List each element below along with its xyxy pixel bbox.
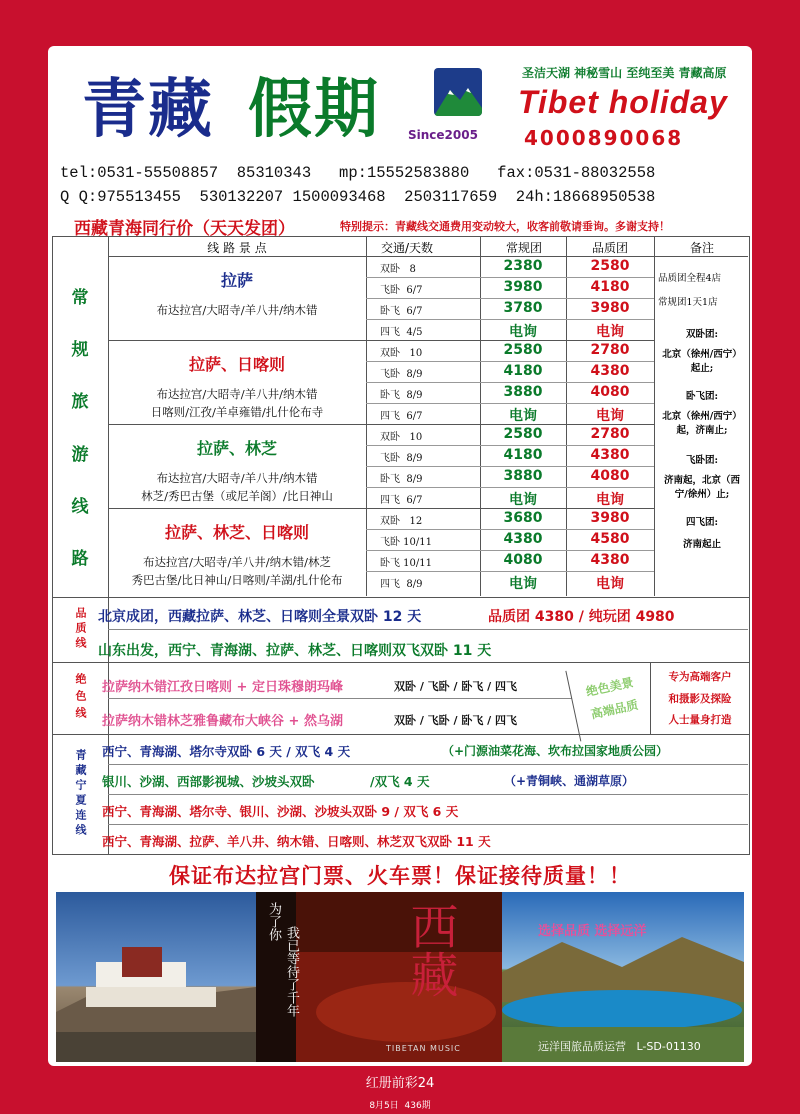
regular-price: 4380 (503, 531, 543, 547)
unique-row-2: 拉萨纳木错林芝雅鲁藏布大峡谷 + 然乌湖 (102, 714, 343, 729)
remark: 飞卧团: (685, 455, 718, 466)
premium-price: 2580 (590, 258, 630, 274)
transport-days: 四飞 6/7 (380, 495, 423, 506)
route-spots: 布达拉宫/大昭寺/羊八井/纳木错 (156, 303, 318, 317)
stamp-text-2: 高端品质 (589, 697, 640, 722)
transport-days: 飞卧 10/11 (380, 537, 432, 548)
unique-row-1: 拉萨纳木错江孜日喀则 + 定日珠穆朗玛峰 (102, 680, 343, 695)
regular-price: 3880 (503, 384, 543, 400)
side-text-2: 和摄影及探险 (668, 692, 732, 705)
transport-days: 四飞 4/5 (380, 327, 423, 338)
unique-side-text (650, 662, 749, 734)
premium-line-label-text: 品质线 (74, 606, 87, 652)
route-group-divider (108, 508, 654, 509)
regular-price: 3980 (503, 279, 543, 295)
route-spots: 林芝/秀巴古堡（或尼羊阁）/比日神山 (141, 489, 333, 503)
regular-price: 电询 (509, 492, 537, 508)
unique-line-label-text: 绝色线 (74, 672, 87, 724)
price-row-divider (366, 445, 654, 446)
regular-price: 2580 (503, 426, 543, 442)
transport-days: 飞卧 6/7 (380, 285, 423, 296)
route-group-divider (108, 340, 654, 341)
price-row-divider (366, 403, 654, 404)
premium-price: 电询 (596, 408, 624, 424)
regular-price: 2380 (503, 258, 543, 274)
right-photo-slogan: 选择品质 选择远洋 (538, 924, 647, 939)
regular-price: 4080 (503, 552, 543, 568)
premium-price: 电询 (596, 576, 624, 592)
route-spots: 布达拉宫/大昭寺/羊八井/纳木错 (156, 387, 318, 401)
price-row-divider (366, 529, 654, 530)
transport-days: 飞卧 8/9 (380, 453, 423, 464)
header-route: 线 路 景 点 (207, 241, 267, 255)
price-row-divider (366, 382, 654, 383)
stamp-text-1: 绝色美景 (584, 675, 635, 699)
side-text-1: 专为高端客户 (668, 670, 732, 683)
remark: 北京（徐州/西宁）起止; (662, 349, 742, 374)
transport-days: 卧飞 6/7 (380, 306, 423, 317)
qinghai-row-3: 西宁、青海湖、塔尔寺、银川、沙湖、沙坡头双卧 9 / 双飞 6 天 (102, 804, 459, 819)
hotline: 4000890068 (524, 126, 684, 150)
route-name: 拉萨、林芝、日喀则 (164, 523, 309, 542)
remark: 北京（徐州/西宁）起，济南止; (662, 411, 742, 436)
transport-days: 卧飞 8/9 (380, 390, 423, 401)
route-spots: 秀巴古堡/比日神山/日喀则/羊湖/扎什伦布 (131, 573, 343, 587)
footer-date: 8月5日 436期 (369, 1101, 431, 1111)
col-divider (654, 236, 655, 596)
price-row-divider (366, 319, 654, 320)
mountain-logo-icon (434, 68, 482, 116)
premium-price: 4180 (590, 279, 630, 295)
row-divider (108, 698, 572, 699)
regular-price: 3880 (503, 468, 543, 484)
premium-row-2: 山东出发，西宁、青海湖、拉萨、林芝、日喀则双飞双卧 11 天 (98, 643, 492, 659)
brand-title-green: 假期 (248, 72, 380, 147)
regular-price: 3780 (503, 300, 543, 316)
route-spots: 日喀则/江孜/羊卓雍错/扎什伦布寺 (150, 405, 324, 419)
premium-price: 4380 (590, 447, 630, 463)
transport-days: 四飞 8/9 (380, 579, 423, 590)
row-divider (108, 629, 748, 630)
premium-row-1: 北京成团，西藏拉萨、林芝、日喀则全景双卧 12 天 (98, 609, 422, 625)
premium-price: 4580 (590, 531, 630, 547)
poem-line-1: 为了你 (266, 902, 281, 941)
banner-title: 西藏青海同行价（天天发团） (74, 219, 295, 239)
transport-days: 卧飞 10/11 (380, 558, 432, 569)
premium-price: 2780 (590, 426, 630, 442)
price-row-divider (366, 466, 654, 467)
poem-line-2: 我已等待了千年 (284, 926, 299, 1017)
route-name: 拉萨、日喀则 (188, 355, 285, 374)
qinghai-row-2-extra: （+青铜峡、通湖草原） (504, 774, 635, 788)
unique-row-2-transport: 双卧 / 飞卧 / 卧飞 / 四飞 (394, 714, 518, 727)
remark: 常规团1天1店 (658, 297, 718, 308)
potala-palace-photo (56, 892, 256, 1062)
header-premium: 品质团 (591, 241, 628, 255)
tibetan-music-caption: TIBETAN MUSIC (386, 1044, 461, 1053)
section-regular-label: 常 规 旅 游 线 路 (71, 288, 89, 569)
price-row-divider (366, 361, 654, 362)
since-text: Since2005 (408, 128, 478, 142)
qinghai-line-label (52, 736, 108, 852)
transport-days: 飞卧 8/9 (380, 369, 423, 380)
tibetan-music-photo (256, 892, 502, 1062)
brand-title-blue: 青藏 (82, 72, 214, 147)
regular-price: 4180 (503, 363, 543, 379)
header-transport: 交通/天数 (380, 241, 434, 255)
english-title: Tibet holiday (518, 84, 728, 120)
qinghai-row-2-mid: /双飞 4 天 (370, 774, 430, 789)
price-row-divider (366, 550, 654, 551)
unique-row-1-transport: 双卧 / 飞卧 / 卧飞 / 四飞 (394, 680, 518, 693)
guarantee-banner: 保证布达拉宫门票、火车票！保证接待质量！！ (169, 864, 631, 888)
palace-drawing (56, 892, 256, 1062)
regular-price: 电询 (509, 324, 537, 340)
col-divider (366, 236, 367, 596)
route-spots: 布达拉宫/大昭寺/羊八井/纳木错/林芝 (143, 555, 331, 569)
qinghai-row-2: 银川、沙湖、西部影视城、沙坡头双卧 (102, 774, 315, 789)
remark: 品质团全程4店 (658, 273, 722, 284)
regular-price: 2580 (503, 342, 543, 358)
right-photo-caption: 远洋国旅品质运营 L-SD-01130 (538, 1040, 701, 1053)
transport-days: 双卧 10 (380, 348, 423, 359)
contact-line-2: Q Q:975513455 530132207 1500093468 2503117659 24h:18668950538 (60, 188, 656, 206)
qinghai-row-4: 西宁、青海湖、拉萨、羊八井、纳木错、日喀则、林芝双飞双卧 11 天 (102, 834, 491, 849)
route-name: 拉萨 (220, 271, 253, 290)
qinghai-row-1-extra: （+门源油菜花海、坎布拉国家地质公园） (442, 744, 669, 758)
premium-price: 2780 (590, 342, 630, 358)
remark: 济南起止 (682, 539, 721, 550)
unique-line-label (52, 664, 108, 732)
header-remarks: 备注 (689, 241, 714, 255)
premium-price: 4380 (590, 363, 630, 379)
qinghai-line-label-text: 青藏宁夏连线 (74, 749, 87, 839)
premium-row-1-price: 品质团 4380 / 纯玩团 4980 (488, 609, 675, 625)
transport-days: 双卧 8 (380, 264, 416, 275)
remarks (658, 260, 746, 552)
route-spots: 布达拉宫/大昭寺/羊八井/纳木错 (156, 471, 318, 485)
price-row-divider (366, 298, 654, 299)
regular-price: 3680 (503, 510, 543, 526)
regular-price: 4180 (503, 447, 543, 463)
remark: 双卧团: (685, 329, 718, 340)
premium-price: 4380 (590, 552, 630, 568)
premium-price: 3980 (590, 300, 630, 316)
premium-price: 4080 (590, 384, 630, 400)
remark: 四飞团: (685, 517, 718, 528)
side-text-3: 人士量身打造 (668, 714, 732, 727)
premium-price: 3980 (590, 510, 630, 526)
lake-photo (502, 892, 744, 1062)
transport-days: 双卧 10 (380, 432, 423, 443)
row-divider (108, 764, 748, 765)
transport-days: 卧飞 8/9 (380, 474, 423, 485)
transport-days: 双卧 12 (380, 516, 423, 527)
col-divider (108, 236, 109, 596)
transport-days: 四飞 6/7 (380, 411, 423, 422)
slogan: 圣洁天湖 神秘雪山 至纯至美 青藏高原 (522, 66, 727, 80)
banner-notice: 特别提示：青藏线交通费用变动较大，收客前敬请垂询。多谢支持！ (340, 220, 670, 233)
premium-price: 4080 (590, 468, 630, 484)
lake-drawing (502, 892, 744, 1062)
flyer-page (48, 46, 752, 1066)
row-divider (108, 794, 748, 795)
route-group-divider (108, 424, 654, 425)
header-regular: 常规团 (505, 241, 542, 255)
row-divider (108, 824, 748, 825)
remark: 济南起，北京（西宁/徐州）止; (663, 475, 740, 500)
route-name: 拉萨、林芝 (196, 439, 277, 458)
remark: 卧飞团: (685, 391, 718, 402)
tibet-calligraphy: 西藏 (402, 902, 458, 998)
contact-line-1: tel:0531-55508857 85310343 mp:15552583880 fax:0531-88032558 (60, 164, 656, 182)
premium-price: 电询 (596, 324, 624, 340)
price-row-divider (366, 487, 654, 488)
regular-price: 电询 (509, 576, 537, 592)
price-row-divider (366, 571, 654, 572)
regular-price: 电询 (509, 408, 537, 424)
footer-page: 红册前彩24 (365, 1076, 435, 1091)
premium-price: 电询 (596, 492, 624, 508)
price-row-divider (366, 277, 654, 278)
qinghai-row-1: 西宁、青海湖、塔尔寺双卧 6 天 / 双飞 4 天 (102, 744, 351, 759)
